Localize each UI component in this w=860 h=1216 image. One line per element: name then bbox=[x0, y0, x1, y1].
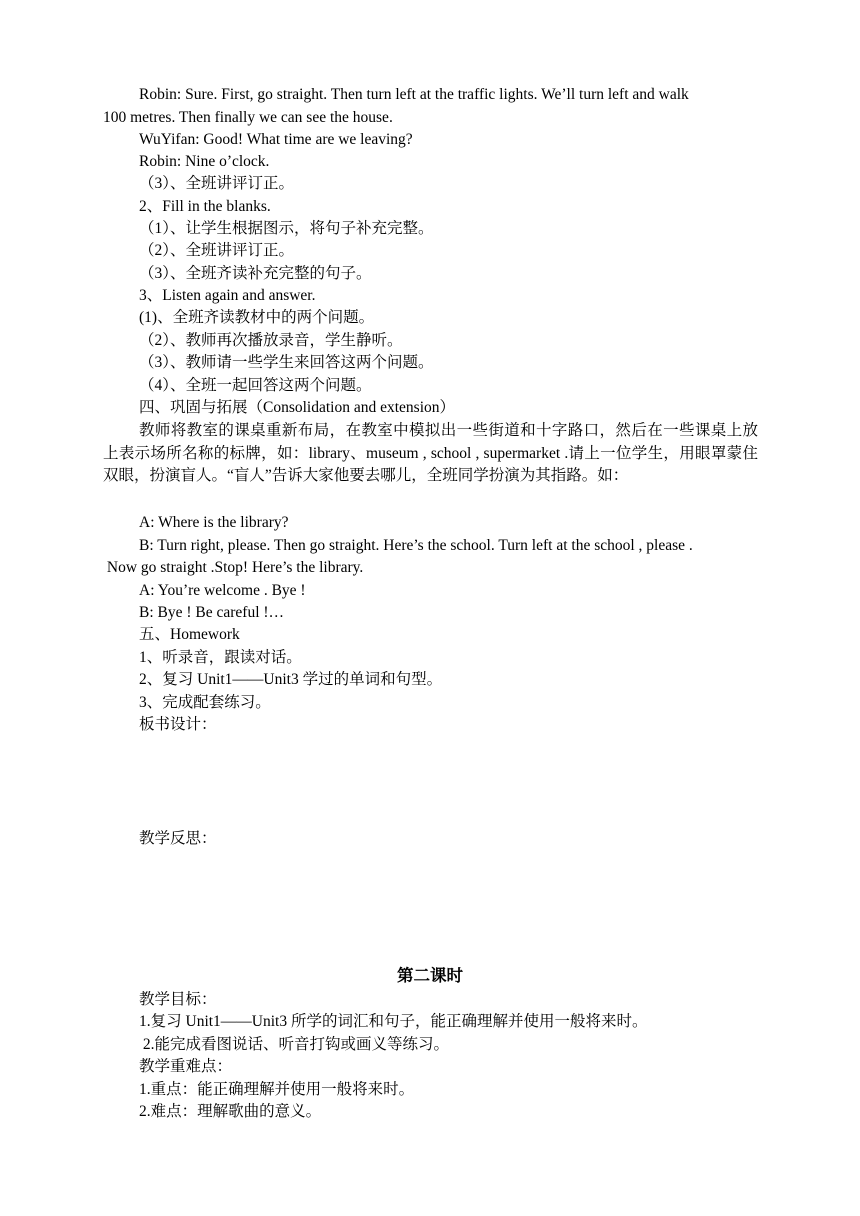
step-text: （1）、让学生根据图示，将句子补充完整。 bbox=[139, 220, 434, 237]
dialogue-line-robin-2: Robin: Nine o’clock. bbox=[139, 153, 270, 170]
section-heading: 五、Homework bbox=[139, 626, 240, 643]
objectives-label: 教学目标： bbox=[139, 991, 217, 1008]
dialogue-line-b: B: Bye ! Be careful !… bbox=[139, 604, 285, 621]
objective-item: 2.能完成看图说话、听音打钩或画义等练习。 bbox=[139, 1036, 450, 1053]
dialogue-line-a: A: You’re welcome . Bye ! bbox=[139, 582, 306, 599]
step-text: （3）、教师请一些学生来回答这两个问题。 bbox=[139, 354, 434, 371]
dialogue-line-robin-1b: 100 metres. Then finally we can see the house. bbox=[103, 109, 393, 126]
step-text: (1)、全班齐读教材中的两个问题。 bbox=[139, 309, 375, 326]
objective-item: 1.复习 Unit1——Unit3 所学的词汇和句子，能正确理解并使用一般将来时。 bbox=[139, 1013, 648, 1030]
dialogue-line-wuyifan: WuYifan: Good! What time are we leaving? bbox=[139, 131, 413, 148]
step-text: （2）、教师再次播放录音，学生静听。 bbox=[139, 332, 403, 349]
dialogue-line-b-b: Now go straight .Stop! Here’s the library. bbox=[103, 559, 364, 576]
board-design-label: 板书设计： bbox=[139, 716, 217, 733]
dialogue-line-robin-1a: Robin: Sure. First, go straight. Then turn left at the traffic lights. We’ll turn left and walk bbox=[139, 86, 689, 103]
lesson-title: 第二课时 bbox=[397, 966, 463, 985]
section-heading: 四、巩固与拓展（Consolidation and extension） bbox=[139, 399, 456, 416]
section-heading: 2、Fill in the blanks. bbox=[139, 198, 271, 215]
dialogue-line-a: A: Where is the library? bbox=[139, 514, 289, 531]
reflection-label: 教学反思： bbox=[139, 830, 217, 847]
step-text: （4）、全班一起回答这两个问题。 bbox=[139, 377, 372, 394]
step-text: （3）、全班齐读补充完整的句子。 bbox=[139, 265, 372, 282]
homework-item: 3、完成配套练习。 bbox=[139, 694, 271, 711]
key-points-label: 教学重难点： bbox=[139, 1058, 233, 1075]
section-heading: 3、Listen again and answer. bbox=[139, 287, 316, 304]
step-text: （3）、全班讲评订正。 bbox=[139, 175, 295, 192]
homework-item: 1、听录音，跟读对话。 bbox=[139, 649, 302, 666]
difficult-point-item: 2.难点：理解歌曲的意义。 bbox=[139, 1103, 322, 1120]
activity-paragraph: 教师将教室的课桌重新布局，在教室中模拟出一些街道和十字路口，然后在一些课桌上放上表示场所名称的标牌，如：library、museum , school , supermarket .请上一位学生，用眼罩蒙住双眼，扮演盲人。“盲人”告诉大家他要去哪儿，全班同学扮演为其指路。如： bbox=[103, 422, 758, 484]
step-text: （2）、全班讲评订正。 bbox=[139, 242, 295, 259]
key-point-item: 1.重点：能正确理解并使用一般将来时。 bbox=[139, 1081, 415, 1098]
dialogue-line-b-a: B: Turn right, please. Then go straight. Here’s the school. Turn left at the school , please . bbox=[139, 537, 693, 554]
homework-item: 2、复习 Unit1——Unit3 学过的单词和句型。 bbox=[139, 671, 443, 688]
